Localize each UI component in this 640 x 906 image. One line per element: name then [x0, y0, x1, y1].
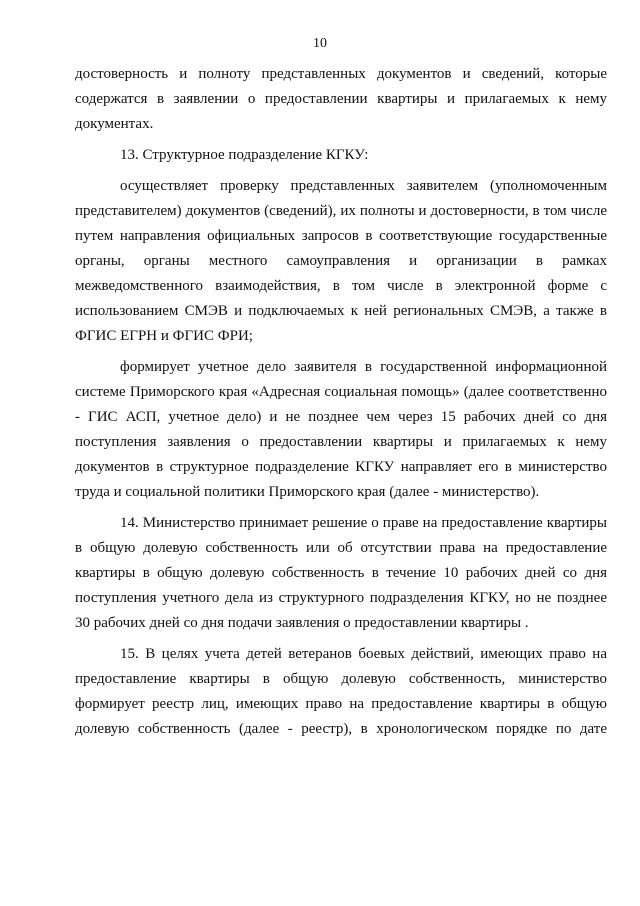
paragraph-section-14: 14. Министерство принимает решение о праве на предоставление квартиры в общую долевую собственность или об отсутствии права на предоставление квартиры в общую долевую собственность в течение 10 рабочих дней со дня поступления учетного дела из структурного подразделения КГКУ, но не позднее 30 рабочих дней со дня подачи заявления о предоставлении квартиры . [75, 515, 607, 631]
paragraph-section-15: 15. В целях учета детей ветеранов боевых действий, имеющих право на предоставление квартиры в общую долевую собственность, министерство формирует реестр лиц, имеющих право на предоставление квартиры в общую долевую собственность (далее - реестр), в хронологическом порядке по дате [75, 646, 607, 737]
paragraph-account-file: формирует учетное дело заявителя в государственной информационной системе Приморского края «Адресная социальная помощь» (далее соответственно - ГИС АСП, учетное дело) и не позднее чем через 15 рабочих дней со дня поступления заявления о предоставлении квартиры и прилагаемых к нему документов в структурное подразделение КГКУ направляет его в министерство труда и социальной политики Приморского края (далее - министерство). [75, 359, 607, 500]
page-number: 10 [313, 36, 327, 51]
document-body [75, 62, 607, 742]
paragraph-section-13-heading: 13. Структурное подразделение КГКУ: [120, 147, 369, 163]
paragraph-verification: осуществляет проверку представленных заявителем (уполномоченным представителем) документов (сведений), их полноты и достоверности, в том числе путем направления официальных запросов в соответствующие государственные органы, органы местного самоуправления и организации в рамках межведомственного взаимодействия, в том числе в электронной форме с использованием СМЭВ и подключаемых к ней региональных СМЭВ, а также в ФГИС ЕГРН и ФГИС ФРИ; [75, 178, 607, 344]
paragraph-continuation: достоверность и полноту представленных документов и сведений, которые содержатся в заявлении о предоставлении квартиры и прилагаемых к нему документах. [75, 66, 607, 132]
